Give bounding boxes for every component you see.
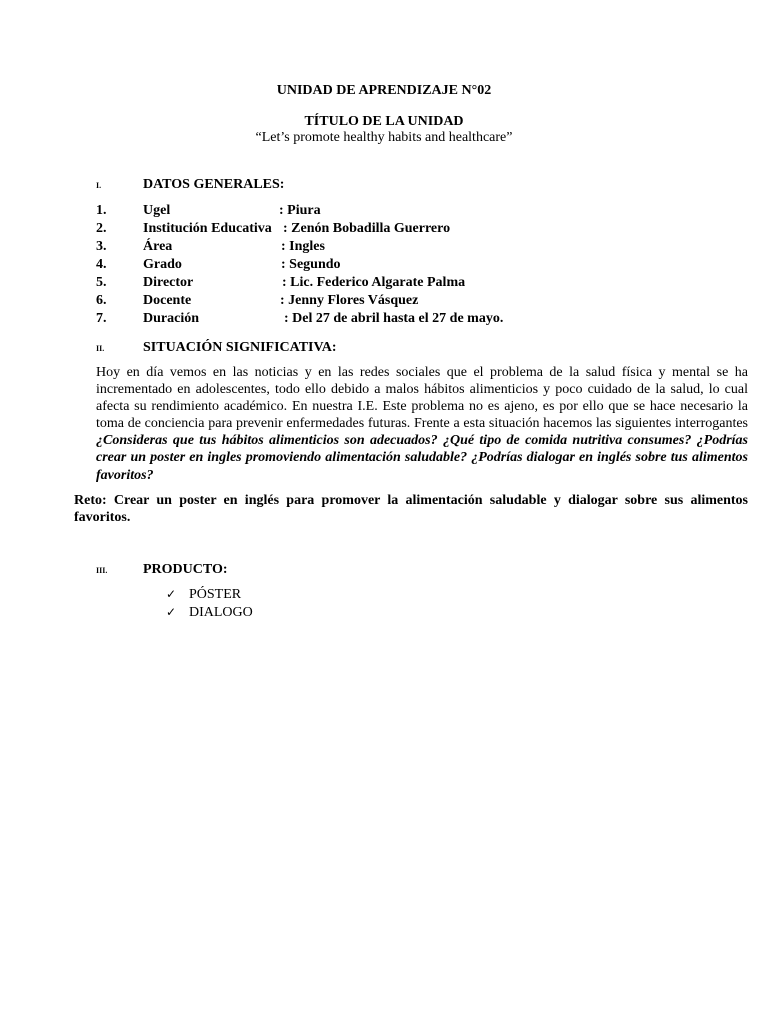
item-value: : Del 27 de abril hasta el 27 de mayo.: [284, 311, 504, 326]
section-numeral: III.: [96, 566, 108, 575]
list-item: [96, 311, 716, 329]
item-number: 4.: [96, 257, 107, 272]
item-value: : Piura: [279, 203, 321, 218]
list-item: [96, 221, 716, 239]
item-number: 1.: [96, 203, 107, 218]
item-label: Duración: [143, 311, 199, 326]
list-item: [96, 275, 716, 293]
item-value: : Segundo: [281, 257, 341, 272]
datos-generales-list: [96, 203, 716, 329]
list-item: [96, 239, 716, 257]
section-title: PRODUCTO:: [143, 562, 228, 577]
unit-title-heading: TÍTULO DE LA UNIDAD: [304, 114, 464, 129]
item-number: 6.: [96, 293, 107, 308]
item-label: Institución Educativa: [143, 221, 272, 236]
check-icon: ✓: [166, 587, 177, 601]
situacion-paragraph: [96, 364, 748, 484]
item-value: : Lic. Federico Algarate Palma: [282, 275, 466, 290]
check-icon: ✓: [166, 605, 177, 619]
item-label: Docente: [143, 293, 192, 308]
product-item-label: DIALOGO: [189, 605, 253, 620]
item-label: Ugel: [143, 203, 171, 218]
section-title: SITUACIÓN SIGNIFICATIVA:: [143, 340, 337, 355]
item-value: : Zenón Bobadilla Guerrero: [283, 221, 451, 236]
paragraph-questions: ¿Consideras que tus hábitos alimenticios son adecuados? ¿Qué tipo de comida nutritiva consumes? ¿Podrías crear un poster en ingles promoviendo alimentación saludable? ¿Podrías dialogar en inglés sobre tus alimentos favoritos?: [96, 433, 748, 483]
item-value: : Jenny Flores Vásquez: [280, 293, 419, 308]
list-item: [96, 203, 716, 221]
reto-paragraph: Reto: Crear un poster en inglés para promover la alimentación saludable y dialogar sobre sus alimentos favoritos.: [74, 493, 748, 526]
paragraph-text: Hoy en día vemos en las noticias y en las redes sociales que el problema de la salud física y mental se ha incrementado en adolescentes, todo ello debido a malos hábitos alimenticios y poco cuidado de la salud, lo cual afecta su rendimiento académico. En nuestra I.E. Este problema no es ajeno, es por ello que se hace necesario la toma de conciencia para prevenir enfermedades futuras. Frente a esta situación hacemos las siguientes interrogantes: [96, 365, 748, 432]
unit-title-text: “Let’s promote healthy habits and healthcare”: [255, 130, 513, 145]
product-item-label: PÓSTER: [189, 587, 242, 602]
section-numeral: II.: [96, 344, 105, 353]
unit-title: UNIDAD DE APRENDIZAJE N°02: [276, 83, 492, 98]
item-label: Área: [143, 239, 173, 254]
list-item: [96, 257, 716, 275]
section-title: DATOS GENERALES:: [143, 177, 285, 192]
item-number: 7.: [96, 311, 107, 326]
list-item: [96, 293, 716, 311]
item-number: 3.: [96, 239, 107, 254]
item-label: Grado: [143, 257, 182, 272]
section-numeral: I.: [96, 181, 102, 190]
item-label: Director: [143, 275, 194, 290]
item-number: 5.: [96, 275, 107, 290]
item-number: 2.: [96, 221, 107, 236]
item-value: : Ingles: [281, 239, 325, 254]
